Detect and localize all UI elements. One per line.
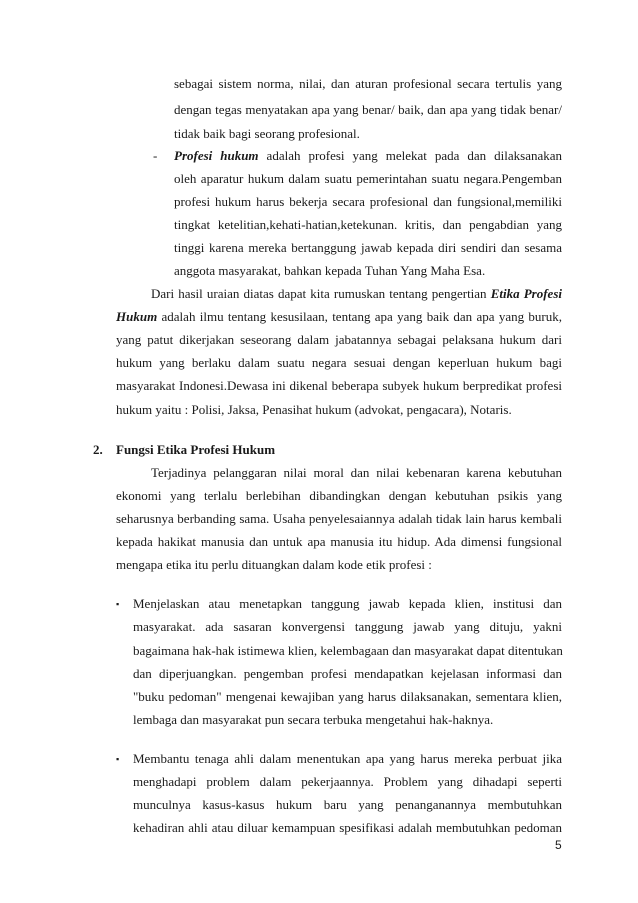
dash-marker: - — [153, 148, 158, 163]
text-fragment: adalah profesi yang melekat pada dan dilaksanakan — [266, 148, 563, 163]
text-line: kehadiran ahli atau diluar kemampuan spesifikasi adalah membutuhkan pedoman — [133, 820, 562, 835]
text-line: bagaimana hak-hak istimewa klien, kelembagaan dan masyarakat dapat ditentukan — [133, 643, 563, 658]
page-number: 5 — [555, 838, 562, 852]
bullet-square-icon: ▪ — [116, 754, 120, 764]
text-line: hukum yaitu : Polisi, Jaksa, Penasihat hukum (advokat, pengacara), Notaris. — [116, 402, 512, 417]
bullet-square-icon: ▪ — [116, 599, 120, 609]
text-line: munculnya kasus-kasus hukum baru yang penanganannya membutuhkan — [133, 797, 562, 812]
text-line: Membantu tenaga ahli dalam menentukan apa yang harus mereka perbuat jika — [133, 751, 562, 766]
text-line: mengapa etika itu perlu dituangkan dalam kode etik profesi : — [116, 557, 432, 572]
text-line: yang patut dikerjakan seseorang dalam jabatannya sebagai pelaksana hukum dari — [116, 332, 562, 347]
text-line: anggota masyarakat, bahkan kepada Tuhan Yang Maha Esa. — [174, 263, 486, 278]
text-line: profesi hukum harus bekerja secara profesional dan fungsional,memiliki — [174, 194, 562, 209]
text-line: lembaga dan masyarakat pun secara terbuka mengetahui hak-haknya. — [133, 712, 494, 727]
text-line: masyarakat. ada sasaran konvergensi tanggung jawab yang dituju, yakni — [133, 619, 562, 634]
text-line: ekonomi yang terlalu berlebihan dibandingkan dengan kebutuhan psikis yang — [116, 488, 562, 503]
text-line: oleh aparatur hukum dalam suatu pemerintahan suatu negara.Pengemban — [174, 171, 562, 186]
text-line: kepada hakikat manusia dan untuk apa manusia itu hidup. Ada dimensi fungsional — [116, 534, 562, 549]
text-line: tingkat ketelitian,kehati-hatian,ketekunan. kritis, dan pengabdian yang — [174, 217, 562, 232]
text-line: Menjelaskan atau menetapkan tanggung jawab kepada klien, institusi dan — [133, 596, 562, 611]
text-line: masyarakat Indonesi.Dewasa ini dikenal beberapa subyek hukum berpredikat profesi — [116, 378, 562, 393]
text-line: "buku pedoman" mengenai kewajiban yang harus dilaksanakan, sementara klien, — [133, 689, 562, 704]
term-profesi-hukum: Profesi hukum — [174, 148, 259, 163]
text-line: tidak baik bagi seorang profesional. — [174, 126, 360, 141]
text-line: dan diperjuangkan. pengemban profesi mendapatkan kejelasan informasi dan — [133, 666, 562, 681]
text-line: Terjadinya pelanggaran nilai moral dan nilai kebenaran karena kebutuhan — [151, 465, 562, 480]
text-line — [116, 309, 562, 325]
text-line: tinggi karena mereka bertanggung jawab kepada diri sendiri dan sesama — [174, 240, 562, 255]
term-hukum: Hukum — [116, 309, 158, 324]
text-line: seharusnya berbanding sama. Usaha penyelesaiannya adalah tidak lain harus kembali — [116, 511, 562, 526]
text-line — [151, 286, 562, 302]
text-fragment: adalah ilmu tentang kesusilaan, tentang apa yang baik dan apa yang buruk, — [161, 309, 563, 324]
text-fragment: Dari hasil uraian diatas dapat kita rumuskan tentang pengertian — [151, 286, 487, 301]
text-line: sebagai sistem norma, nilai, dan aturan profesional secara tertulis yang — [174, 76, 562, 91]
term-etika-profesi: Etika Profesi — [490, 286, 563, 301]
section-number: 2. — [93, 442, 103, 457]
section-title: Fungsi Etika Profesi Hukum — [116, 442, 276, 457]
text-line: menghadapi problem dalam pekerjaannya. Problem yang dihadapi seperti — [133, 774, 562, 789]
text-line — [174, 148, 562, 164]
text-line: dengan tegas menyatakan apa yang benar/ baik, dan apa yang tidak benar/ — [174, 102, 562, 117]
text-line: hukum yang berlaku dalam suatu negara sesuai dengan keperluan hukum bagi — [116, 355, 562, 370]
